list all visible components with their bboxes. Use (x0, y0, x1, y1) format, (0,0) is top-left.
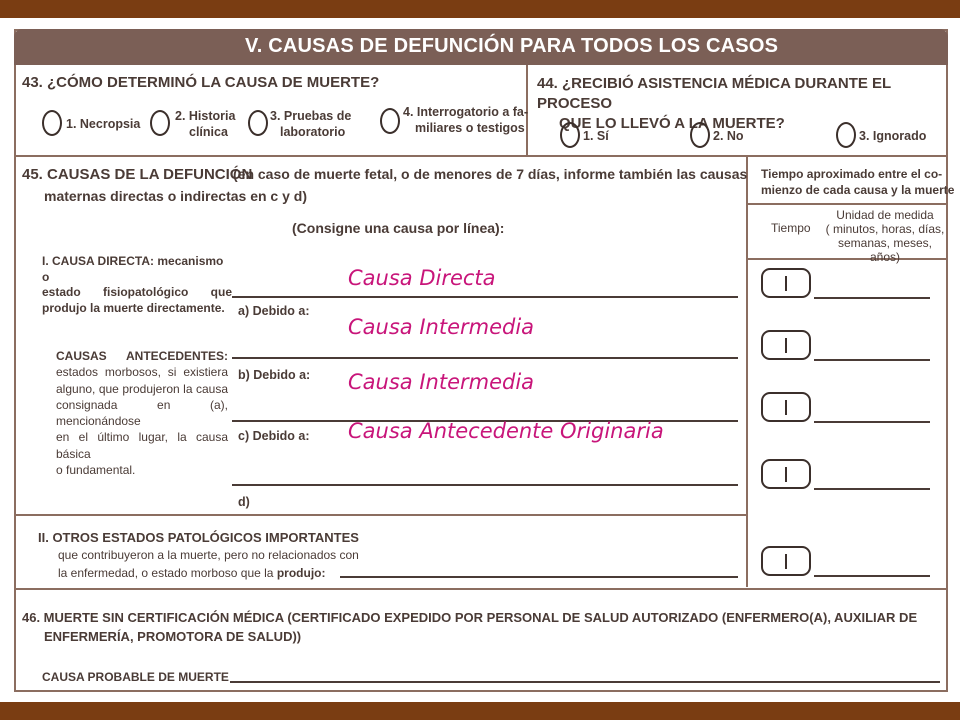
other-states-line1: que contribuyeron a la muerte, pero no relacionados con (58, 548, 359, 562)
time-box-2[interactable] (761, 330, 811, 360)
unit-line-4[interactable] (814, 488, 930, 490)
entry-causa-antecedente-originaria[interactable]: Causa Antecedente Originaria (348, 419, 664, 443)
q46-title-line1: 46. MUERTE SIN CERTIFICACIÓN MÉDICA (CERTIFICADO EXPEDIDO POR PERSONAL DE SALUD AUTORIZADO (ENFERMERO(A), AUXILIAR DE (22, 610, 918, 625)
entry-causa-intermedia-a[interactable]: Causa Intermedia (348, 315, 535, 339)
time-header-line2: mienzo de cada causa y la muerte (761, 183, 955, 197)
time-subheader-unidad-line3: semanas, meses, años) (837, 236, 933, 264)
q44-title (537, 74, 960, 134)
q44-option-no-label: 2. No (713, 129, 744, 143)
q43-option-necropsia-label: 1. Necropsia (66, 117, 141, 131)
antecedent-heading: CAUSAS ANTECEDENTES: (56, 349, 228, 363)
line-label-d: d) (238, 495, 250, 509)
antecedent-line1: estados morbosos, si existiera (56, 365, 228, 380)
q43-option-historia-label (175, 108, 235, 140)
q43-option-pruebas-label (270, 108, 351, 140)
line-label-b: b) Debido a: (238, 368, 311, 382)
q44-option-ignorado-label: 3. Ignorado (859, 129, 927, 143)
antecedent-line2: alguno, que produjeron la causa (56, 381, 228, 396)
q43-option-interrogatorio-line2: miliares o testigos (415, 121, 525, 135)
direct-cause-heading: I. CAUSA DIRECTA: (42, 254, 154, 268)
q43-option-necropsia-radio[interactable] (42, 110, 62, 136)
time-subheader-tiempo: Tiempo (771, 221, 811, 235)
other-states-line[interactable] (340, 576, 738, 578)
divider-time-header (746, 203, 948, 205)
q44-title-line1: 44. ¿RECIBIÓ ASISTENCIA MÉDICA DURANTE EL PROCESO (537, 75, 891, 112)
q44-title-line2: QUE LO LLEVÓ A LA MUERTE? (559, 115, 785, 132)
q44-option-no-radio[interactable] (690, 122, 710, 148)
line-label-a: a) Debido a: (238, 304, 310, 318)
time-header-line1: Tiempo aproximado entre el co- (761, 167, 943, 181)
q43-option-interrogatorio-radio[interactable] (380, 108, 400, 134)
q46-cause-line[interactable] (230, 681, 940, 683)
antecedent-line3: consignada en (a), mencionándose (56, 397, 228, 429)
direct-cause-line2: estado fisiopatológico que (42, 285, 232, 299)
direct-cause-description (42, 254, 232, 316)
unit-line-5[interactable] (814, 575, 930, 577)
unit-line-1[interactable] (814, 297, 930, 299)
q43-option-historia-radio[interactable] (150, 110, 170, 136)
top-decorative-band (0, 0, 960, 18)
other-states-line2-text: la enfermedad, o estado morboso que la (58, 566, 274, 580)
antecedent-causes-description (56, 348, 228, 478)
q43-option-interrogatorio-label (403, 104, 528, 136)
entry-causa-intermedia-b[interactable]: Causa Intermedia (348, 370, 535, 394)
q46-cause-label: CAUSA PROBABLE DE MUERTE (42, 670, 229, 684)
time-box-5[interactable] (761, 546, 811, 576)
q43-option-pruebas-line2: laboratorio (280, 125, 346, 139)
divider-q43-q45 (14, 155, 948, 157)
q43-option-pruebas-radio[interactable] (248, 110, 268, 136)
other-states-line2 (58, 566, 325, 581)
q43-title: 43. ¿CÓMO DETERMINÓ LA CAUSA DE MUERTE? (22, 74, 380, 91)
q43-option-pruebas-line1: 3. Pruebas de (270, 109, 352, 123)
q46-title-line2: ENFERMERÍA, PROMOTORA DE SALUD)) (44, 629, 302, 644)
q44-option-ignorado-radio[interactable] (836, 122, 856, 148)
q45-title-note-line2: maternas directas o indirectas en c y d) (44, 188, 307, 204)
cause-line-direct[interactable] (232, 296, 738, 298)
unit-line-2[interactable] (814, 359, 930, 361)
q45-instruction: (Consigne una causa por línea): (292, 220, 505, 236)
bottom-decorative-band (0, 702, 960, 720)
line-label-c: c) Debido a: (238, 429, 310, 443)
q44-option-si-label: 1. Sí (583, 129, 609, 143)
entry-causa-directa[interactable]: Causa Directa (348, 266, 496, 290)
time-box-1[interactable] (761, 268, 811, 298)
q44-option-si-radio[interactable] (560, 122, 580, 148)
q45-title-note: (en caso de muerte fetal, o de menores de 7 días, informe también las causas (233, 166, 748, 182)
q46-title (22, 608, 942, 646)
q43-option-interrogatorio-line1: 4. Interrogatorio a fa- (403, 105, 529, 119)
unit-line-3[interactable] (814, 421, 930, 423)
time-subheader-unidad-line2: ( minutos, horas, días, (825, 222, 945, 236)
q43-option-historia-line2: clínica (189, 125, 228, 139)
time-column-header (761, 166, 954, 198)
time-subheader-unidad (822, 208, 948, 264)
q45-title: 45. CAUSAS DE LA DEFUNCIÓN (22, 166, 253, 183)
other-states-produjo: produjo: (276, 566, 326, 580)
other-states-heading: II. OTROS ESTADOS PATOLÓGICOS IMPORTANTES (38, 530, 359, 545)
antecedent-line4: en el último lugar, la causa básica (56, 430, 228, 461)
cause-line-c[interactable] (232, 484, 738, 486)
q43-option-historia-line1: 2. Historia (175, 109, 236, 123)
direct-cause-line1: mecanismo o (42, 254, 224, 284)
divider-q46 (14, 588, 948, 590)
cause-line-a[interactable] (232, 357, 738, 359)
antecedent-line5: o fundamental. (56, 463, 136, 478)
time-box-3[interactable] (761, 392, 811, 422)
divider-time-column (746, 155, 748, 587)
time-box-4[interactable] (761, 459, 811, 489)
direct-cause-line3: produjo la muerte directamente. (42, 300, 225, 315)
divider-other-states (14, 514, 748, 516)
time-subheader-unidad-line1: Unidad de medida (836, 208, 934, 222)
section-title: V. CAUSAS DE DEFUNCIÓN PARA TODOS LOS CASOS (245, 35, 779, 57)
